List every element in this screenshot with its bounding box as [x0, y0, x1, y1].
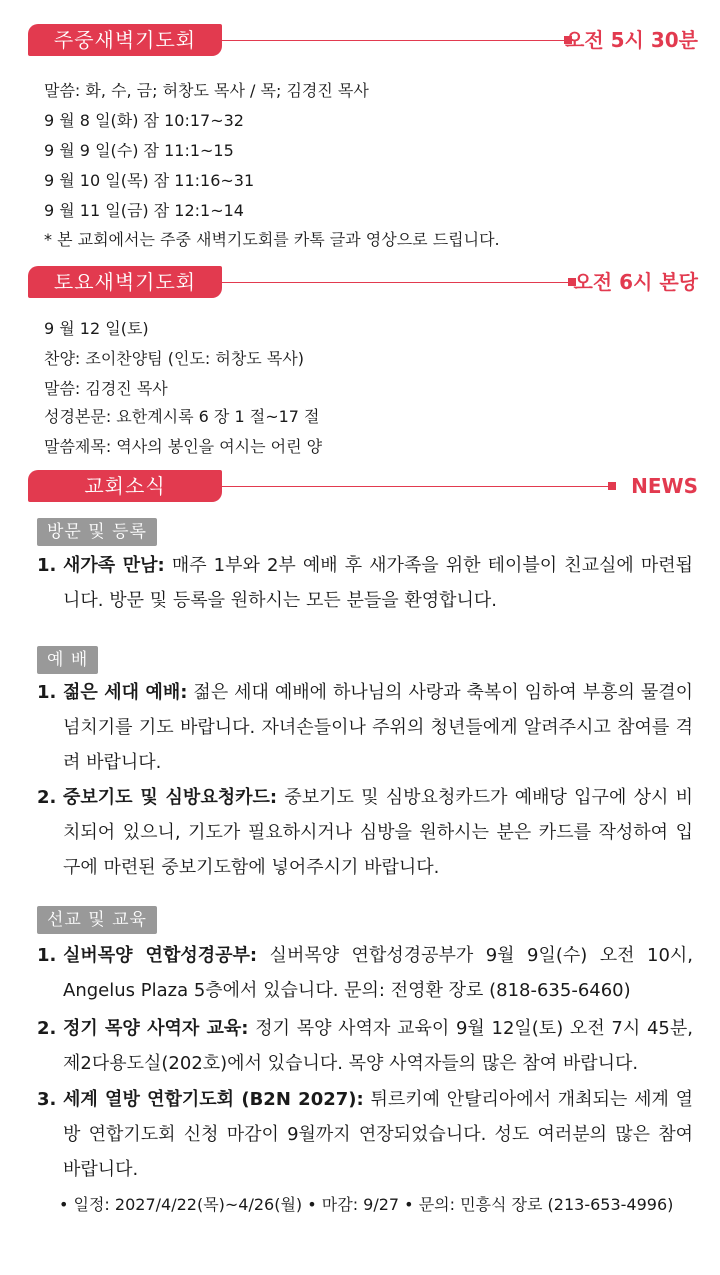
text-line: 말씀제목: 역사의 봉인을 여시는 어린 양 — [44, 437, 323, 456]
news-item — [37, 780, 693, 885]
text-line: 찬양: 조이찬양팀 (인도: 허창도 목사) — [44, 349, 304, 368]
item-title: 세계 열방 연합기도회 (B2N 2027): — [63, 1089, 364, 1110]
text-line: 9 월 12 일(토) — [44, 319, 149, 338]
news-item — [37, 675, 693, 780]
item-text: 실버목양 연합성경공부가 9월 9일(수) 오전 10시, Angelus Plaza 5층에서 있습니다. 문의: 전영환 장로 (818-635-6460) — [63, 945, 693, 1001]
section-title: 토요새벽기도회 — [28, 266, 222, 298]
text-line: 9 월 10 일(목) 잠 11:16~31 — [44, 171, 255, 190]
item-title: 새가족 만남: — [63, 555, 165, 576]
saturday-prayer-header — [28, 266, 698, 298]
section-title: 교회소식 — [28, 470, 222, 502]
item-title: 정기 목양 사역자 교육: — [63, 1018, 249, 1039]
item-title: 실버목양 연합성경공부: — [63, 945, 258, 966]
text-line: * 본 교회에서는 주중 새벽기도회를 카톡 글과 영상으로 드립니다. — [44, 230, 500, 249]
item-number: 2. — [37, 1018, 57, 1039]
item-number: 3. — [37, 1089, 57, 1110]
news-item — [37, 1011, 693, 1081]
header-rule — [222, 282, 570, 283]
item-text: 중보기도 및 심방요청카드가 예배당 입구에 상시 비치되어 있으니, 기도가 필요하시거나 심방을 원하시는 분은 카드를 작성하여 입구에 마련된 중보기도함에 넣어주시기 바랍니다. — [63, 787, 694, 878]
section-time: 오전 5시 30분 — [565, 28, 698, 52]
item-number: 2. — [37, 787, 57, 808]
text-line: 말씀: 화, 수, 금; 허창도 목사 / 목; 김경진 목사 — [44, 81, 369, 100]
item-number: 1. — [37, 682, 57, 703]
event-details: • 일정: 2027/4/22(목)~4/26(월) • 마감: 9/27 • 문의: 민흥식 장로 (213-653-4996) — [59, 1195, 674, 1214]
item-number: 1. — [37, 945, 57, 966]
header-rule — [222, 40, 566, 41]
news-item — [37, 1082, 693, 1222]
section-title: 주중새벽기도회 — [28, 24, 222, 56]
church-news-header — [28, 470, 698, 502]
text-line: 말씀: 김경진 목사 — [44, 379, 168, 398]
item-text: 정기 목양 사역자 교육이 9월 12일(토) 오전 7시 45분, 제2다용도실(202호)에서 있습니다. 목양 사역자들의 많은 참여 바랍니다. — [63, 1018, 693, 1074]
item-title: 젊은 세대 예배: — [63, 682, 188, 703]
header-square — [608, 482, 616, 490]
item-text: 매주 1부와 2부 예배 후 새가족을 위한 테이블이 친교실에 마련됩니다. 방문 및 등록을 원하시는 모든 분들을 환영합니다. — [63, 555, 693, 611]
item-text: 젊은 세대 예배에 하나님의 사랑과 축복이 임하여 부흥의 물결이 넘치기를 기도 바랍니다. 자녀손들이나 주위의 청년들에게 알려주시고 참여를 격려 바랍니다. — [63, 682, 693, 773]
item-text: 튀르키예 안탈리아에서 개최되는 세계 열방 연합기도회 신청 마감이 9월까지 연장되었습니다. 성도 여러분의 많은 참여 바랍니다. — [63, 1089, 694, 1180]
category-worship: 예 배 — [37, 646, 98, 674]
text-line: 9 월 8 일(화) 잠 10:17~32 — [44, 111, 244, 130]
text-line: 9 월 11 일(금) 잠 12:1~14 — [44, 201, 244, 220]
category-mission: 선교 및 교육 — [37, 906, 157, 934]
section-time: NEWS — [631, 474, 698, 498]
text-line: 성경본문: 요한계시록 6 장 1 절~17 절 — [44, 407, 320, 426]
category-visit: 방문 및 등록 — [37, 518, 157, 546]
news-item — [37, 938, 693, 1008]
item-number: 1. — [37, 555, 57, 576]
news-item — [37, 548, 693, 618]
section-time: 오전 6시 본당 — [573, 270, 698, 294]
header-rule — [222, 486, 610, 487]
weekday-prayer-header — [28, 24, 698, 56]
item-title: 중보기도 및 심방요청카드: — [63, 787, 278, 808]
text-line: 9 월 9 일(수) 잠 11:1~15 — [44, 141, 234, 160]
